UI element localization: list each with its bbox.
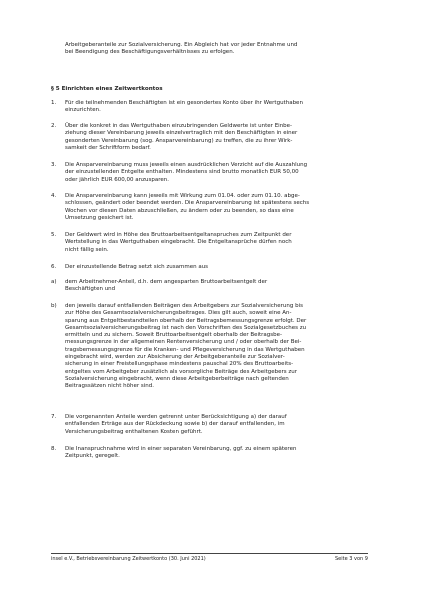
text-line: Umsetzung gesichert ist. bbox=[65, 214, 134, 221]
list-item-number: b) bbox=[51, 303, 57, 309]
text-line: zur Höhe des Gesamtsozialversicherungsbeitrages. Dies gilt auch, soweit eine An- bbox=[65, 310, 292, 317]
list-item-text bbox=[65, 193, 371, 222]
text-line: Zeitpunkt, geregelt. bbox=[65, 453, 120, 460]
list-item-text bbox=[65, 264, 371, 271]
text-line: Gesamtsozialversicherungsbeitrag ist nach den Vorschriften des Sozialgesetzbuches zu bbox=[65, 324, 307, 331]
text-line: ziehung dieser Vereinbarung jeweils einzelvertraglich mit den Beschäftigten in einer bbox=[65, 130, 298, 137]
text-line: Beitragssätzen nicht höher sind. bbox=[65, 383, 155, 390]
text-line: Arbeitgeberanteile zur Sozialversicherung. Ein Abgleich hat vor jeder Entnahme und bbox=[65, 42, 298, 48]
text-line: Die vorgenannten Anteile werden getrennt unter Berücksichtigung a) der darauf bbox=[65, 414, 287, 420]
text-line: messungsgrenze in der allgemeinen Rentenversicherung und / oder oberhalb der Bei- bbox=[65, 339, 302, 346]
list-item-number: 5. bbox=[51, 232, 57, 238]
list-item-text bbox=[65, 123, 371, 152]
list-item bbox=[51, 193, 371, 222]
text-line: sicherung in einer Freistellungsphase mindestens pauschal 20% des Bruttoarbeits- bbox=[65, 361, 294, 368]
list-item bbox=[51, 303, 371, 391]
text-line: entfallenden Erträge aus der Rückdeckung sowie b) der darauf entfallenden, im bbox=[65, 421, 285, 428]
list-item-number: 7. bbox=[51, 414, 57, 420]
text-line: Versicherungsbeitrag enthaltenen Kosten geführt. bbox=[65, 428, 203, 435]
text-line: Beschäftigten und bbox=[65, 286, 116, 293]
list-item bbox=[51, 446, 371, 461]
list-item-number: 4. bbox=[51, 193, 57, 199]
text-line: Sozialversicherung eingebracht, wenn diese Arbeitgeberbeiträge nach geltenden bbox=[65, 375, 289, 382]
text-line: den jeweils darauf entfallenden Beiträgen des Arbeitgebers zur Sozialversicherung bis bbox=[65, 303, 303, 309]
list-item-text bbox=[65, 414, 371, 436]
text-line: gesonderten Vereinbarung (sog. Ansparvereinbarung) zu treffen, die zu ihrer Wirk- bbox=[65, 137, 293, 144]
footer-page-number: Seite 3 von 9 bbox=[335, 556, 368, 562]
text-line: Die Inanspruchnahme wird in einer separaten Vereinbarung, ggf. zu einem späteren bbox=[65, 446, 297, 452]
list-item-text bbox=[65, 279, 371, 294]
text-line: Die Ansparvereinbarung muss jeweils einen ausdrücklichen Verzicht auf die Auszahlung bbox=[65, 162, 308, 168]
list-item-text bbox=[65, 303, 371, 391]
list-item-number: 2. bbox=[51, 123, 57, 129]
list-item bbox=[51, 414, 371, 436]
footer-document-title: insel e.V., Betriebsvereinbarung Zeitwertkonto (30. Juni 2021) bbox=[51, 556, 206, 562]
section-heading: § 5 Einrichten eines Zeitwertkontos bbox=[51, 86, 163, 92]
text-line: tragsbemessungsgrenze für die Kranken- und Pflegeversicherung in das Wertguthaben bbox=[65, 346, 305, 353]
text-line: sparung aus Entgeltbestandteilen oberhalb der Beitragsbemessungsgrenze erfolgt. Der bbox=[65, 317, 307, 324]
text-line: ermitteln und zu sichern. Soweit Bruttoarbeitsentgelt oberhalb der Beitragsbe- bbox=[65, 332, 283, 339]
footer-divider bbox=[51, 553, 368, 554]
text-line: oder jährlich EUR 600,00 anzusparen. bbox=[65, 176, 169, 183]
text-line: Der Geldwert wird in Höhe des Bruttoarbeitsentgeltanspruches zum Zeitpunkt der bbox=[65, 232, 292, 238]
text-line: dem Arbeitnehmer-Anteil, d.h. dem angesparten Bruttoarbeitsentgelt der bbox=[65, 279, 268, 285]
list-item bbox=[51, 279, 371, 294]
list-item bbox=[51, 264, 371, 271]
intro-paragraph bbox=[65, 42, 365, 57]
text-line: Wochen vor diesen Daten abzuschließen, zu ändern oder zu beenden, so dass eine bbox=[65, 207, 294, 214]
text-line: bei Beendigung des Beschäftigungsverhältnisses zu erfolgen. bbox=[65, 49, 235, 56]
list-item-number: 1. bbox=[51, 100, 57, 106]
list-item-text bbox=[65, 232, 371, 254]
list-item-number: 3. bbox=[51, 162, 57, 168]
text-line: Wertstellung in das Wertguthaben eingebracht. Die Entgeltansprüche dürfen noch bbox=[65, 239, 292, 246]
text-line: der einzustellenden Entgelte enthalten. Mindestens sind brutto monatlich EUR 50,00 bbox=[65, 169, 299, 176]
text-line: entgeltes vom Arbeitgeber zusätzlich als vorsorgliche Beiträge des Arbeitgebers zur bbox=[65, 368, 298, 375]
text-line: Der einzustellende Betrag setzt sich zusammen aus bbox=[65, 264, 209, 270]
list-item-number: 8. bbox=[51, 446, 57, 452]
list-item-text bbox=[65, 162, 371, 184]
text-line: eingebracht wird, werden zur Absicherung der Arbeitgeberanteile zur Sozialver- bbox=[65, 354, 285, 361]
list-item bbox=[51, 123, 371, 152]
list-item bbox=[51, 232, 371, 254]
text-line: Über die konkret in das Wertguthaben einzubringenden Geldwerte ist unter Einbe- bbox=[65, 123, 293, 129]
text-line: Die Ansparvereinbarung kann jeweils mit Wirkung zum 01.04. oder zum 01.10. abge- bbox=[65, 193, 300, 199]
list-item-text bbox=[65, 446, 371, 461]
text-line: schlossen, geändert oder beendet werden. Die Ansparvereinbarung ist spätestens sechs bbox=[65, 200, 310, 207]
text-line: Für die teilnehmenden Beschäftigten ist ein gesondertes Konto über ihr Wertguthaben bbox=[65, 100, 303, 106]
list-item-number: 6. bbox=[51, 264, 57, 270]
text-line: einzurichten. bbox=[65, 107, 101, 114]
text-line: samkeit der Schriftform bedarf. bbox=[65, 144, 151, 151]
list-item bbox=[51, 162, 371, 184]
list-item bbox=[51, 100, 371, 115]
list-item-text bbox=[65, 100, 371, 115]
text-line: nicht fällig sein. bbox=[65, 246, 109, 253]
list-item-number: a) bbox=[51, 279, 57, 285]
